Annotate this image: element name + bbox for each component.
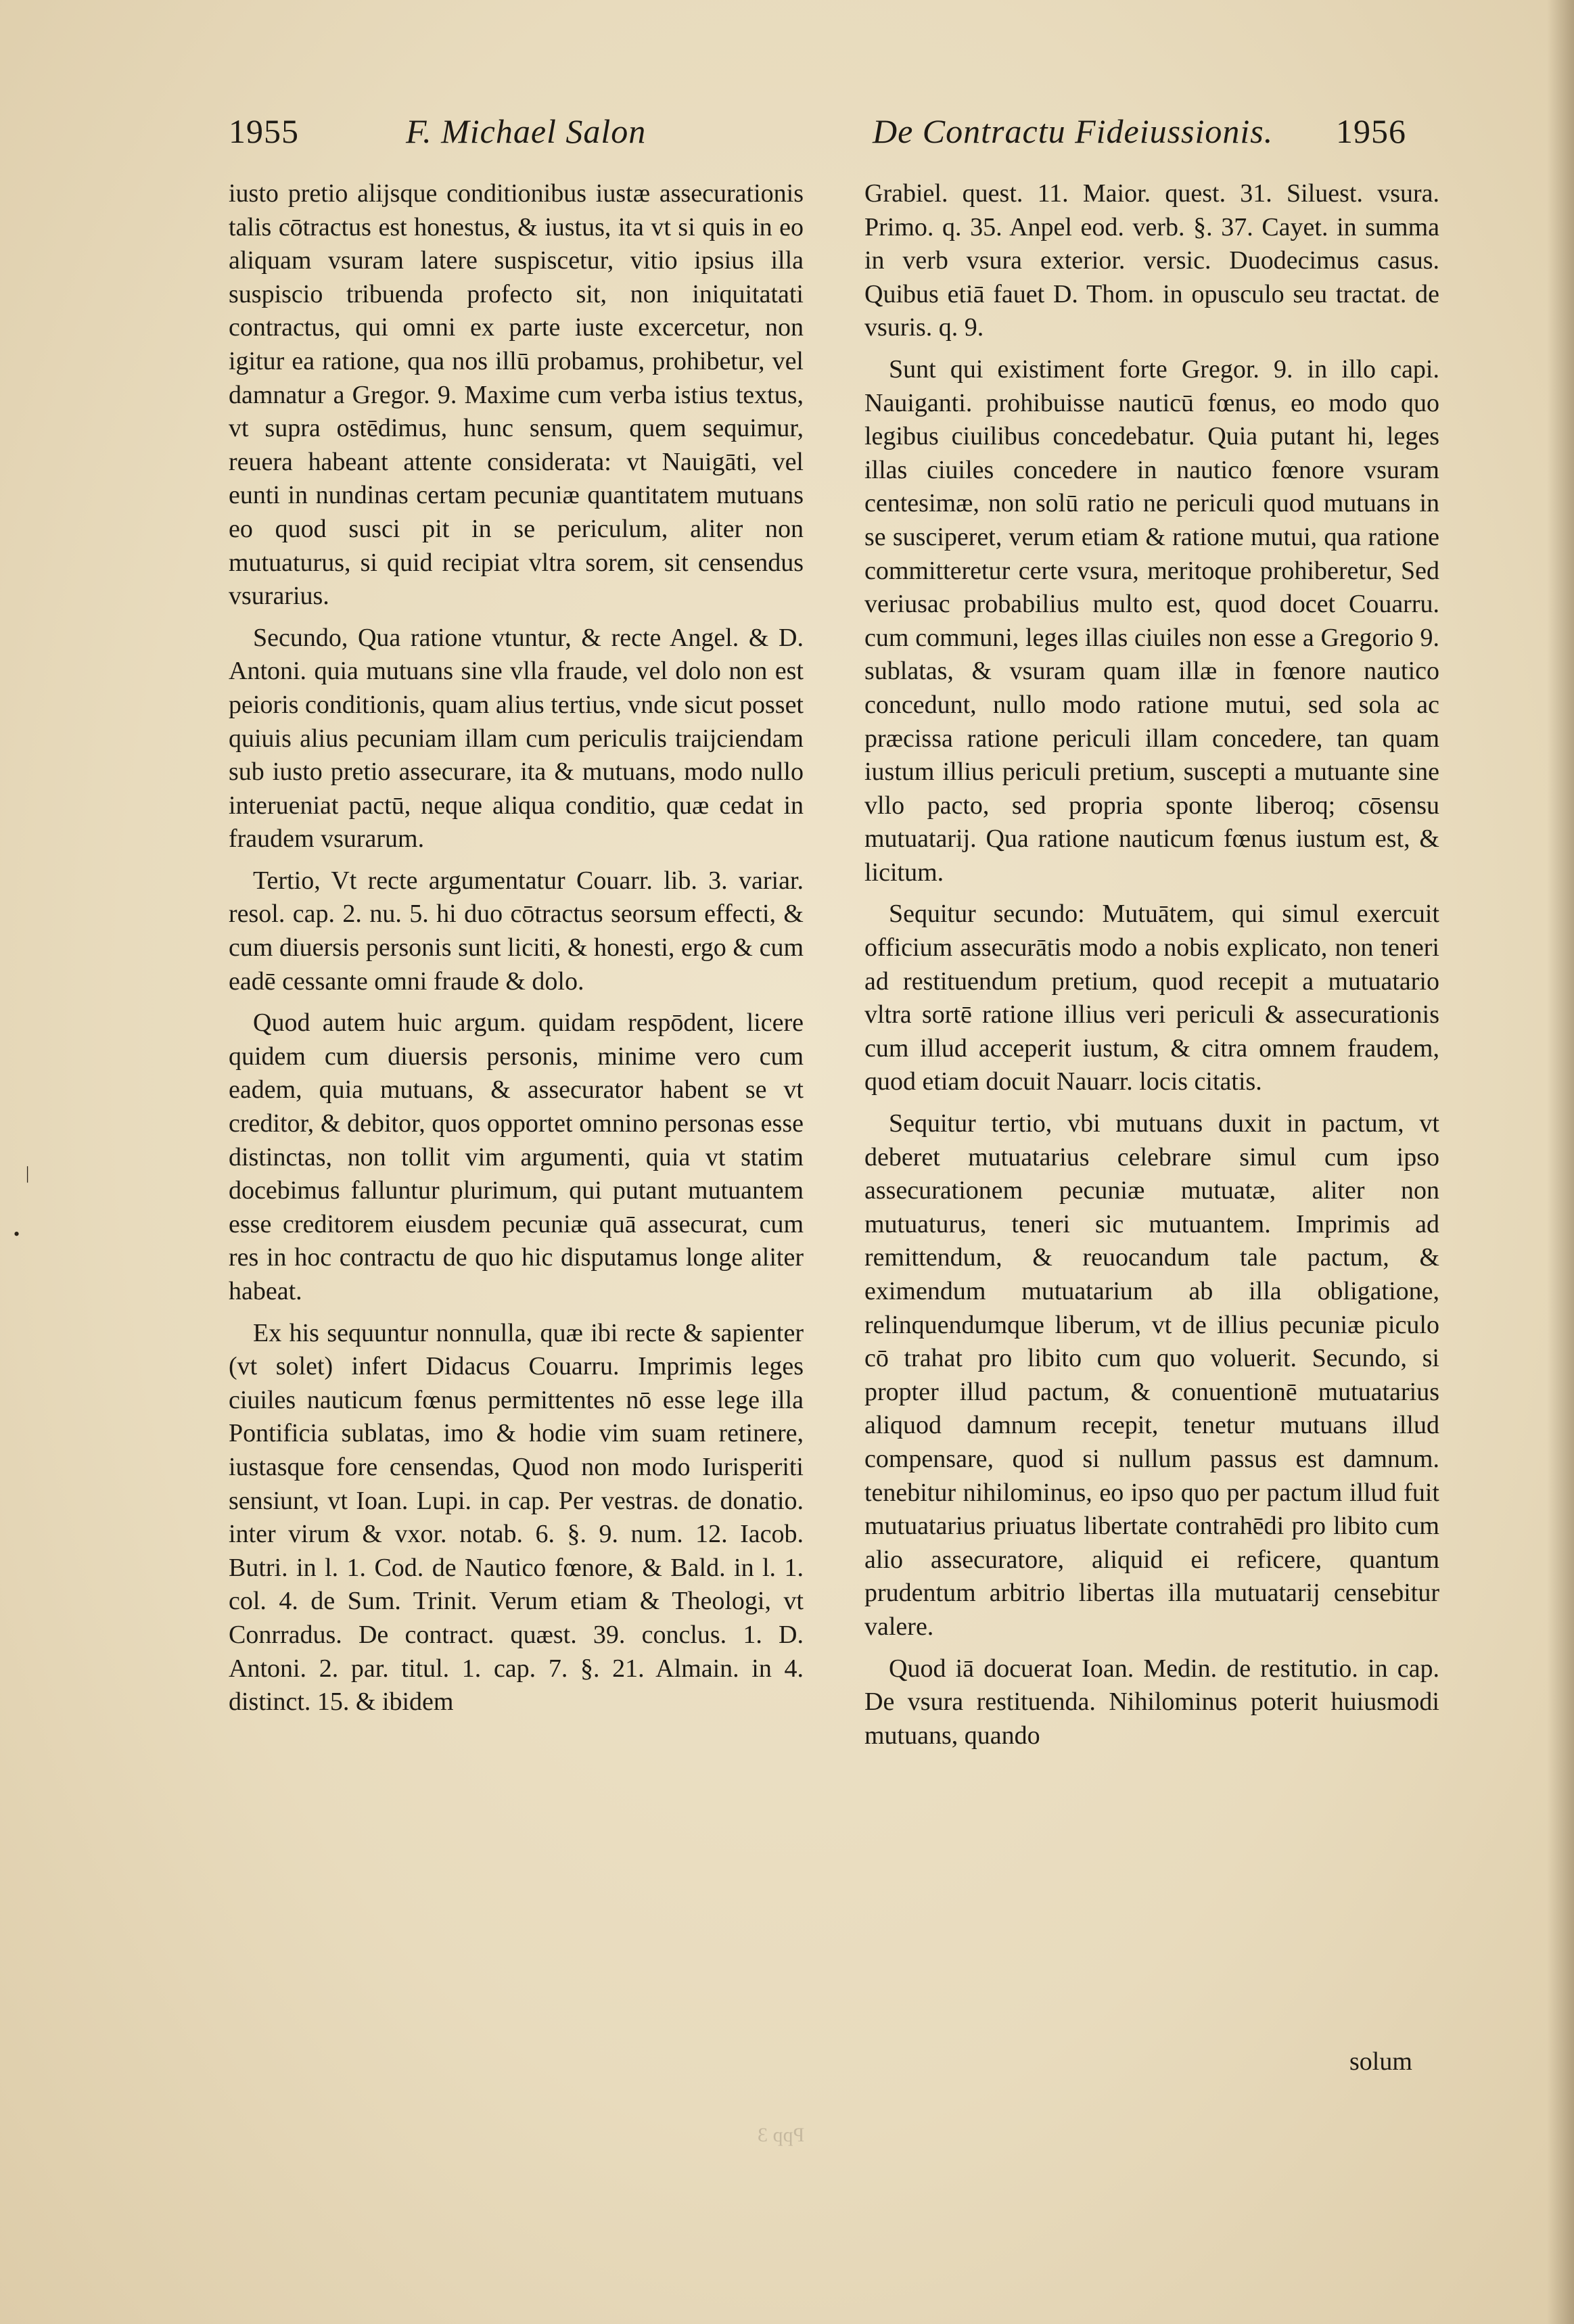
margin-mark: | (26, 1163, 30, 1183)
paragraph: Sequitur tertio, vbi mutuans duxit in pactum, vt deberet mutuatarius celebrare simul cum ipso assecurationem pecuniæ mutuatæ, aliter non mutuaturus, teneri sic mutuantem. Imprimis ad remittendum, & reuocandum tale pactum, & eximendum mutuatarium ab illa obligatione, relinquendumque liberum, vt de illius pecuniæ piculo cō trahat pro libito cum quo voluerit. Secundo, si propter illud pactum, & conuentionē mutuatarius aliquod damnum recepit, tenetur mutuans illud compensare, quod si nullum passus est damnum. tenebitur nihilominus, eo ipso quo per pactum illud fuit mutuatarius priuatus libertate contrahēdi pro libito cum alio assecuratore, aliquid ei reficere, quantum prudentum arbitrio libertas illa mutuatarij censebitur valere. (864, 1109, 1439, 1641)
paragraph: Quod iā docuerat Ioan. Medin. de restitutio. in cap. De vsura restituenda. Nihilominus poterit huiusmodi mutuans, quando (864, 1654, 1439, 1750)
paragraph: Secundo, Qua ratione vtuntur, & recte Angel. & D. Antoni. quia mutuans sine vlla fraude, vel dolo non est peioris conditionis, quam alius tertius, vnde sicut posset quiuis alius pecuniam illam cum periculis traijciendam sub iusto pretio assecurare, ita & mutuans, modo nullo interueniat pactū, neque aliqua conditio, quæ cedat in fraudem vsurarum. (229, 623, 804, 854)
catchword: solum (1349, 2047, 1412, 2076)
paragraph: Grabiel. quest. 11. Maior. quest. 31. Siluest. vsura. Primo. q. 35. Anpel eod. verb. §. 37. Cayet. in summa in verb vsura exterior. versic. Duodecimus casus. Quibus etiā fauet D. Thom. in opusculo seu tractat. de vsuris. q. 9. (864, 179, 1439, 342)
margin-mark: • (14, 1224, 20, 1244)
page-gutter-shadow (1547, 0, 1574, 2324)
right-page-number: 1956 (1336, 112, 1406, 150)
left-column (229, 177, 804, 1727)
left-running-title: F. Michael Salon (406, 112, 647, 150)
paragraph: Sequitur secundo: Mutuātem, qui simul exercuit officium assecurātis modo a nobis explicato, non teneri ad restituendum pretium, quod recepit a mutuatario vltra sortē ratione illius veri periculi & assecurationis cum illud acceperit iustum, & citra omnem fraudem, quod etiam docuit Nauarr. locis citatis. (864, 900, 1439, 1096)
paragraph: Ex his sequuntur nonnulla, quæ ibi recte & sapienter (vt solet) infert Didacus Couarru. Imprimis leges ciuiles nauticum fœnus permittentes nō esse lege illa Pontificia sublatas, imo & hodie vim suam retinere, iustasque fore censendas, Quod non modo Iurisperiti sensiunt, vt Ioan. Lupi. in cap. Per vestras. de donatio. inter virum & vxor. notab. 6. §. 9. num. 12. Iacob. Butri. in l. 1. Cod. de Nautico fœnore, & Bald. in l. 1. col. 4. de Sum. Trinit. Verum etiam & Theologi, vt Conrradus. De contract. quæst. 39. conclus. 1. D. Antoni. 2. par. titul. 1. cap. 7. §. 21. Almain. in 4. distinct. 15. & ibidem (229, 1318, 804, 1717)
right-column (864, 177, 1439, 1761)
right-running-title: De Contractu Fideiussionis. (873, 112, 1274, 150)
paragraph: Sunt qui existiment forte Gregor. 9. in illo capi. Nauiganti. prohibuisse nauticū fœnus, eo modo quo legibus ciuilibus concedebatur. Quia putant hi, leges illas ciuiles concedere in nautico fœnore vsuram centesimæ, non solū ratio ne periculi quod mutuans in se susciperet, verum etiam & ratione mutui, qua ratione committeretur certe vsura, meritoque prohiberetur, Sed veriusac probabilius multo est, quod docet Couarru. cum communi, leges illas ciuiles non esse a Gregorio 9. sublatas, & vsuram quam illæ in fœnore nautico concedunt, nullo modo ratione mutui, sed sola ac præcissa ratione periculi illam concedere, tan quam iustum illius periculi pretium, suscepti a mutuante sine vllo pacto, sed propria sponte liberoq; cōsensu mutuatarij. Qua ratione nauticum fœnus iustum est, & licitum. (864, 354, 1439, 887)
paragraph: Tertio, Vt recte argumentatur Couarr. lib. 3. variar. resol. cap. 2. nu. 5. hi duo cōtractus seorsum effecti, & cum diuersis personis sunt liciti, & honesti, ergo & cum eadē cessante omni fraude & dolo. (229, 866, 804, 996)
paragraph: Quod autem huic argum. quidam respōdent, licere quidem cum diuersis personis, minime vero cum eadem, quia mutuans, & assecurator habent se vt creditor, & debitor, quos opportet omnino personas esse distinctas, non tollit vim argumenti, quia vt statim docebimus falluntur plurimum, qui putant mutuantem esse creditorem eiusdem pecuniæ quā assecurat, cum res in hoc contractu de quo hic disputamus longe aliter habeat. (229, 1008, 804, 1305)
left-page-number: 1955 (229, 112, 299, 150)
paragraph: iusto pretio alijsque conditionibus iustæ assecurationis talis cōtractus est honestus, & iustus, ita vt si quis in eo aliquam vsuram latere suspiscetur, vitio ipsius illa suspiscio tribuenda profecto sit, non iniquitatati contractus, qui omni ex parte iuste excercetur, non igitur ea ratione, qua nos illū probamus, prohibetur, vel damnatur a Gregor. 9. Maxime cum verba istius textus, vt supra ostēdimus, hunc sensum, quem sequimur, reuera habeant attente considerata: vt Nauigāti, vel eunti in nundinas certam pecuniæ quantitatem mutuans eo quod susci pit in se periculum, aliter non mutuaturus, si quid recipiat vltra sorem, sit censendus vsurarius. (229, 179, 804, 611)
signature-mark: Ppp 3 (758, 2124, 805, 2146)
